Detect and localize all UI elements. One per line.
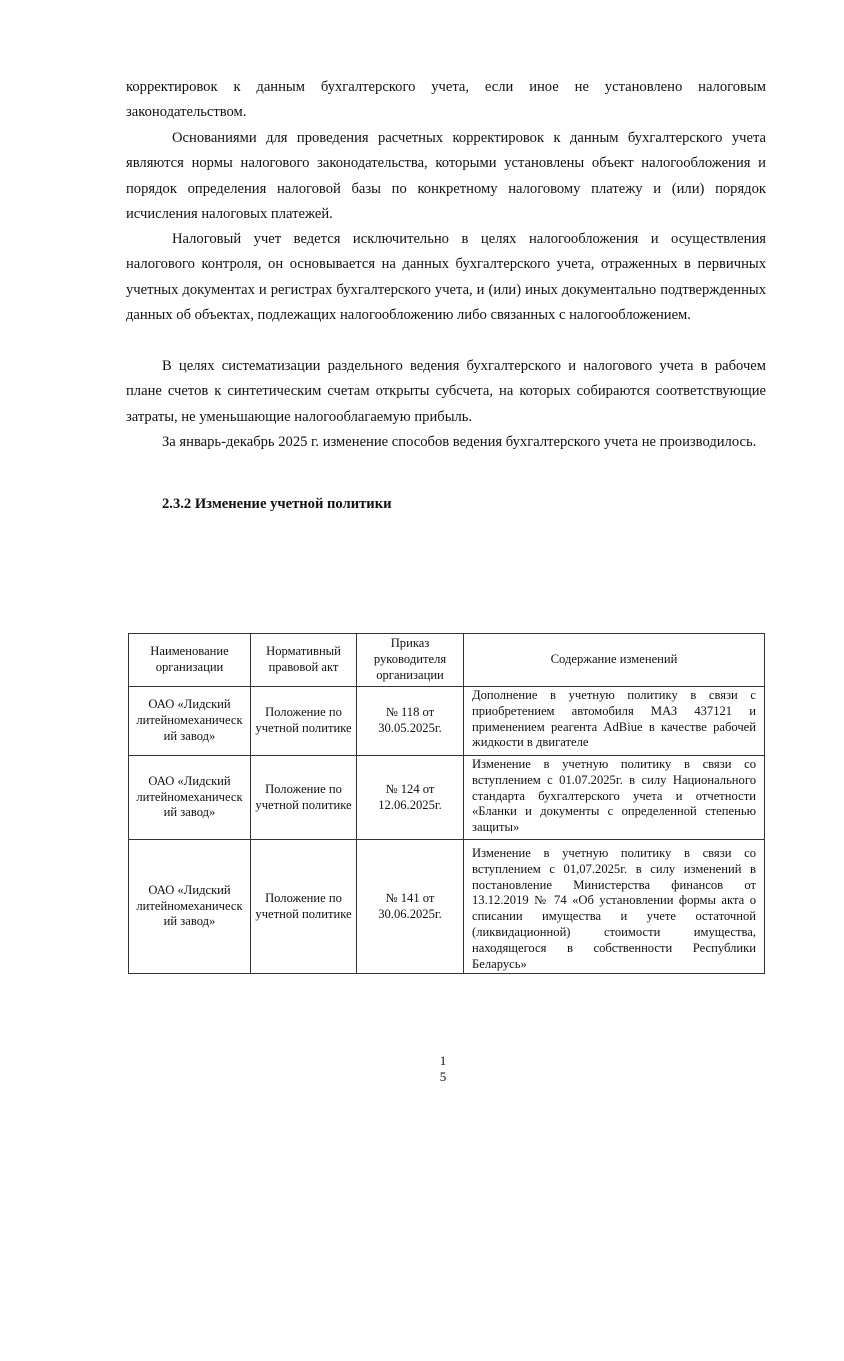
table-row bbox=[129, 687, 765, 756]
cell-content: Изменение в учетную политику в связи со вступлением с 01,07.2025г. в силу изменений в постановление Министерства финансов от 13.12.2019 № 74 «Об установлении формы акта о списании имущества и учете остаточной (ликвидационной) стоимости имущества, находящегося в собственности Республики Беларусь» bbox=[464, 840, 765, 974]
header-organization: Наименование организации bbox=[129, 634, 251, 687]
policy-changes-table bbox=[128, 633, 765, 974]
header-order: Приказ руководителя организации bbox=[357, 634, 464, 687]
header-legal-act: Нормативный правовой акт bbox=[251, 634, 357, 687]
cell-legal-act: Положение по учетной политике bbox=[251, 687, 357, 756]
cell-order: № 124 от 12.06.2025г. bbox=[357, 756, 464, 840]
cell-organization: ОАО «Лидский литейномеханическ ий завод» bbox=[129, 687, 251, 756]
table-header-row bbox=[129, 634, 765, 687]
cell-content: Изменение в учетную политику в связи со вступлением с 01.07.2025г. в силу Национального стандарта бухгалтерского учета и отчетности «Бланки и документы с определенной степенью защиты» bbox=[464, 756, 765, 840]
cell-legal-act: Положение по учетной политике bbox=[251, 756, 357, 840]
cell-legal-act: Положение по учетной политике bbox=[251, 840, 357, 974]
section-heading: 2.3.2 Изменение учетной политики bbox=[162, 496, 392, 512]
paragraph-continuation: корректировок к данным бухгалтерского учета, если иное не установлено налоговым законодательством. bbox=[126, 79, 766, 121]
cell-organization: ОАО «Лидский литейномеханическ ий завод» bbox=[129, 840, 251, 974]
page-number-digit: 1 bbox=[439, 1053, 447, 1068]
header-content: Содержание изменений bbox=[464, 634, 765, 687]
cell-organization: ОАО «Лидский литейномеханическ ий завод» bbox=[129, 756, 251, 840]
page-number-digit: 5 bbox=[439, 1069, 447, 1084]
cell-order: № 141 от 30.06.2025г. bbox=[357, 840, 464, 974]
paragraph-systematization: В целях систематизации раздельного ведения бухгалтерского и налогового учета в рабочем плане счетов к синтетическим счетам открыты субсчета, на которых собираются соответствующие затраты, не уменьшающие налогооблагаемую прибыль. bbox=[126, 358, 766, 425]
paragraph-grounds: Основаниями для проведения расчетных корректировок к данным бухгалтерского учета являются нормы налогового законодательства, которыми установлены объект налогообложения и порядок определения налоговой базы по конкретному налоговому платежу и (или) порядок исчисления налоговых платежей. bbox=[126, 130, 766, 222]
cell-order: № 118 от 30.05.2025г. bbox=[357, 687, 464, 756]
table-row bbox=[129, 756, 765, 840]
cell-content: Дополнение в учетную политику в связи с приобретением автомобиля МАЗ 437121 и применением реагента AdBiue в качестве рабочей жидкости в двигателе bbox=[464, 687, 765, 756]
paragraph-no-changes: За январь-декабрь 2025 г. изменение способов ведения бухгалтерского учета не производилось. bbox=[162, 434, 757, 450]
table-row bbox=[129, 840, 765, 974]
paragraph-tax-accounting: Налоговый учет ведется исключительно в целях налогообложения и осуществления налогового контроля, он основывается на данных бухгалтерского учета, отраженных в первичных учетных документах и регистрах бухгалтерского учета, и (или) иных документально подтвержденных данных об объектах, подлежащих налогообложению либо связанных с налогообложением. bbox=[126, 231, 766, 323]
page-number bbox=[436, 1053, 450, 1085]
